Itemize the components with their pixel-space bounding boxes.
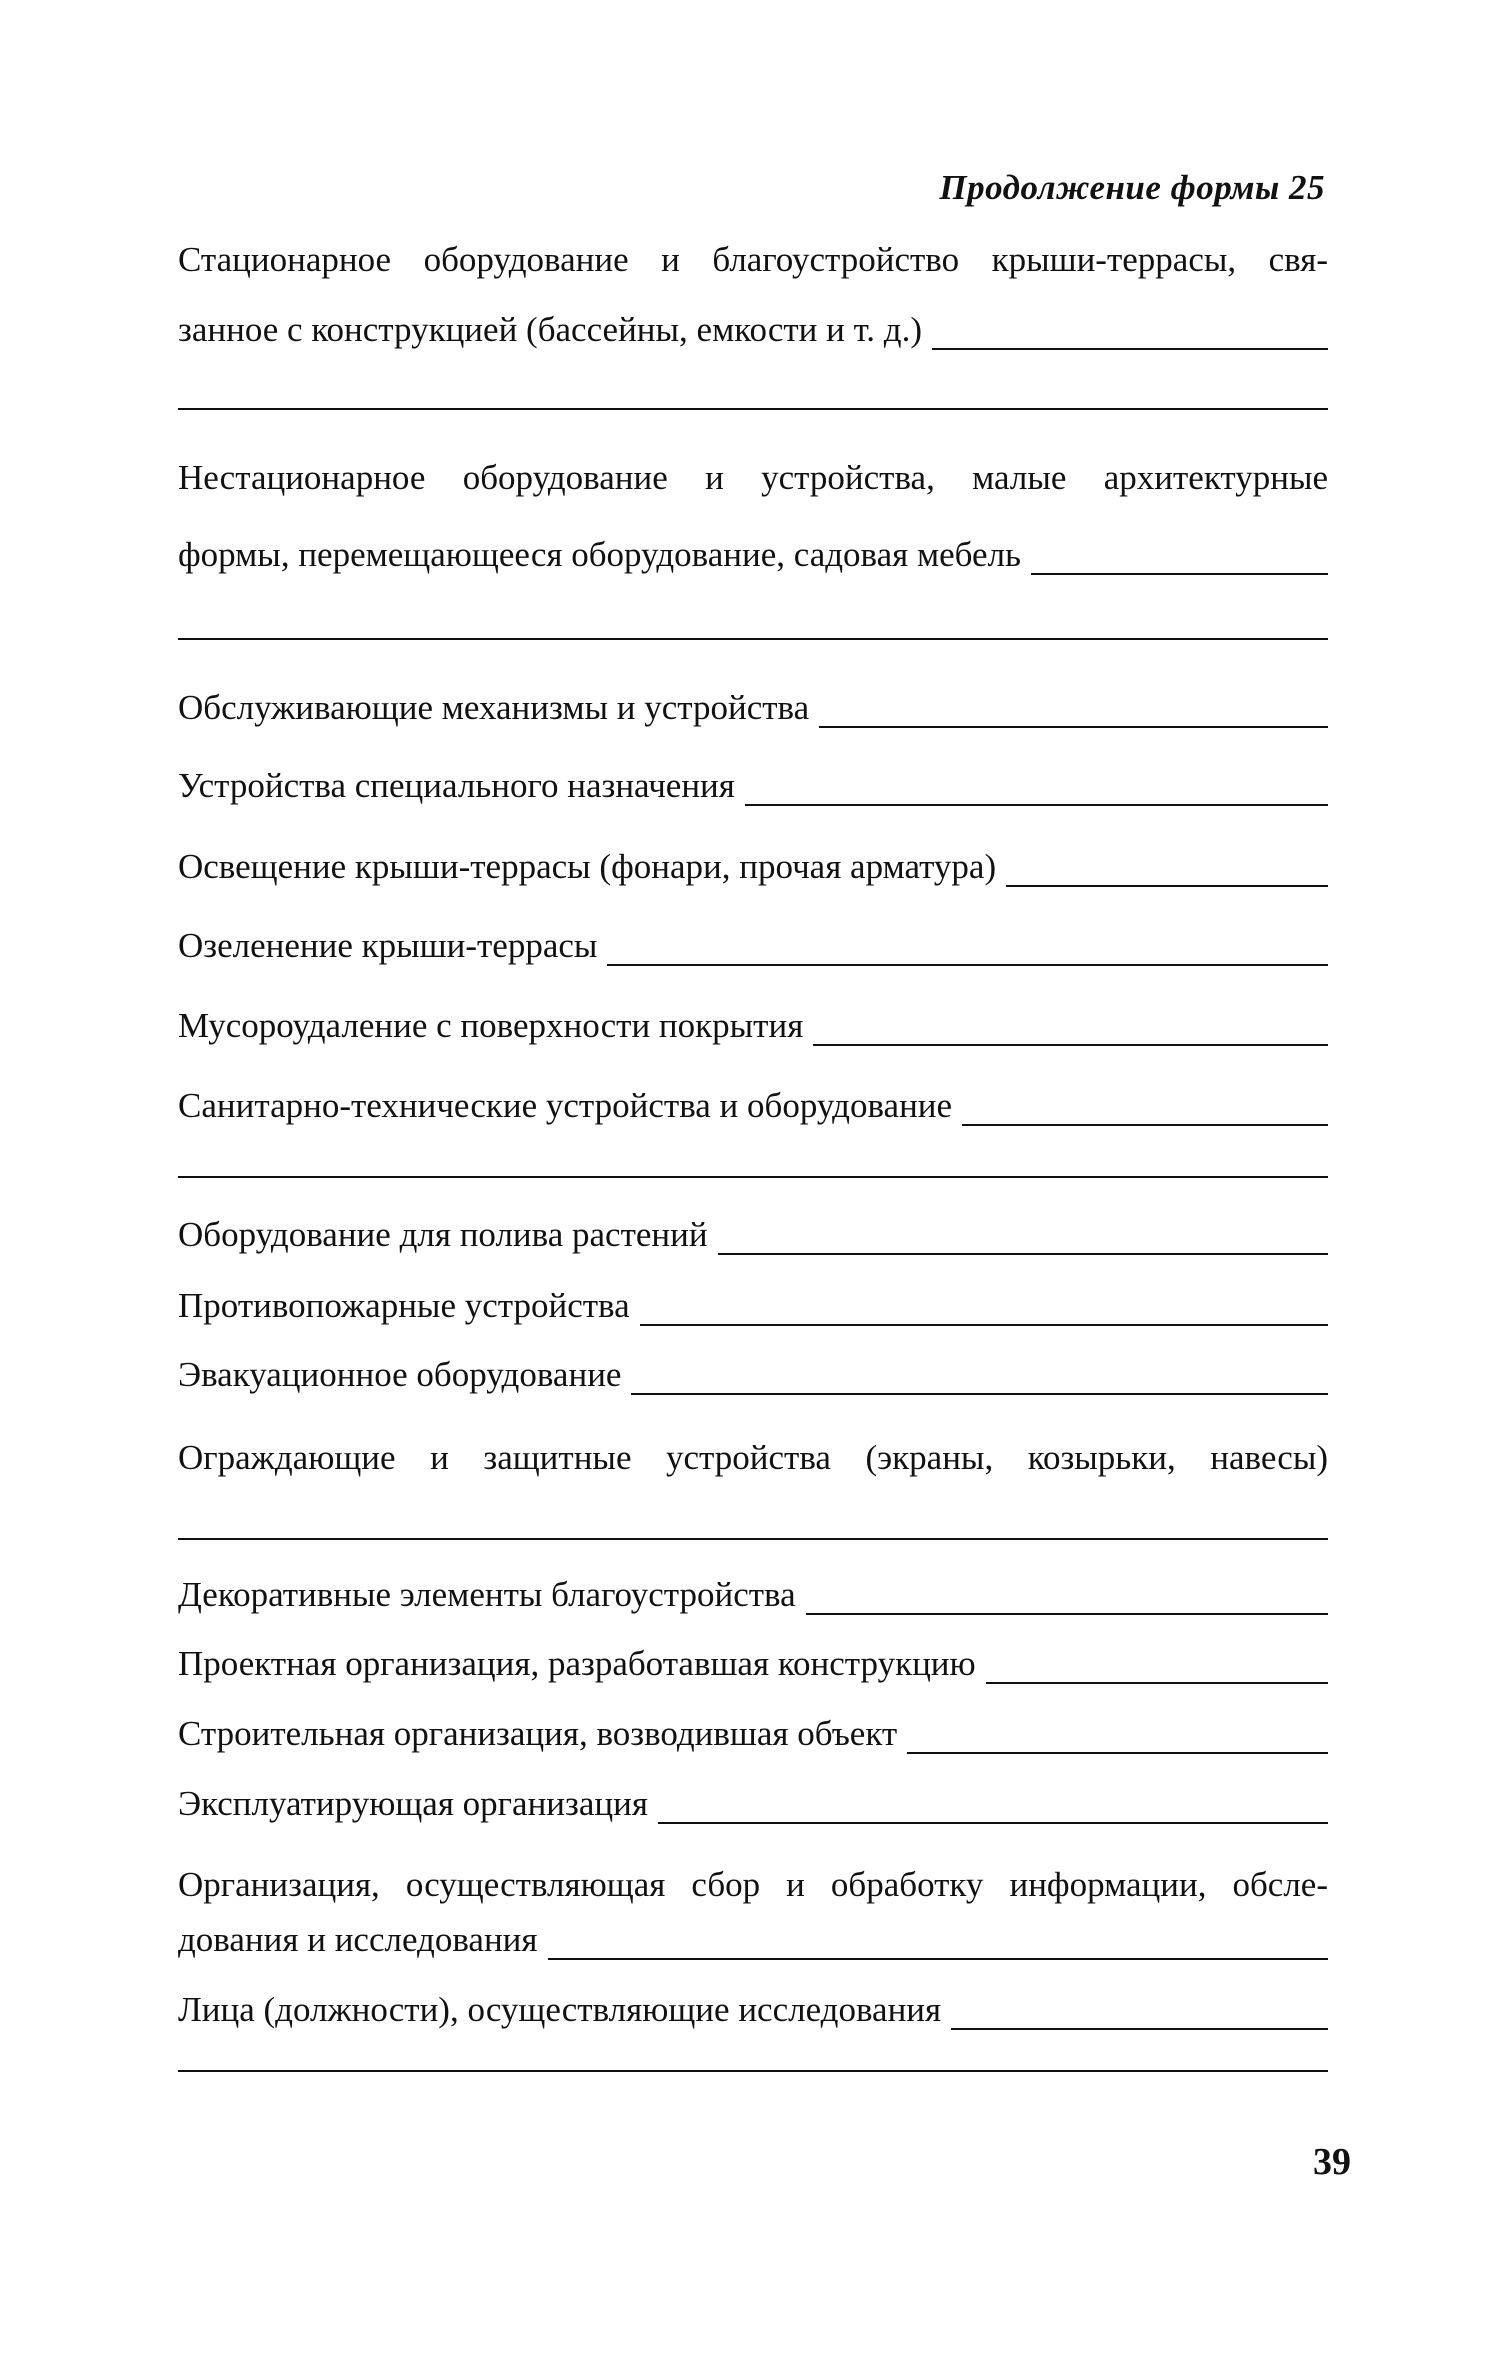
field-13 [178,1644,1328,1684]
field-7-extra-line[interactable] [178,1176,1328,1178]
field-9 [178,1286,1328,1326]
field-8-label: Оборудование для полива растений [178,1215,708,1254]
form-continuation-caption: Продолжение формы 25 [939,168,1325,207]
field-1-label: формы, перемещающееся оборудование, садовая мебель [178,535,1021,574]
field-9-blank[interactable] [640,1296,1328,1326]
field-5 [178,926,1328,966]
field-10-label: Эвакуационное оборудование [178,1355,622,1394]
field-4 [178,847,1328,887]
field-13-blank[interactable] [986,1654,1328,1684]
field-0-line1: Стационарное оборудование и благоустройство крыши-террасы, свя- [178,240,1328,279]
field-0-extra-line[interactable] [178,408,1328,410]
field-2-label: Обслуживающие механизмы и устройства [178,688,810,727]
field-4-blank[interactable] [1006,857,1328,887]
field-8-blank[interactable] [718,1225,1328,1255]
field-11-label: Ограждающие и защитные устройства (экраны, козырьки, навесы) [178,1438,1328,1477]
field-16-blank[interactable] [548,1930,1328,1960]
field-10 [178,1355,1328,1395]
field-3 [178,766,1328,806]
field-3-blank[interactable] [745,776,1328,806]
field-0-label: занное с конструкцией (бассейны, емкости и т. д.) [178,310,923,349]
field-1-line1: Нестационарное оборудование и устройства, малые архитектурные [178,458,1328,497]
field-17-blank[interactable] [951,2000,1328,2030]
field-5-label: Озеленение крыши-террасы [178,926,598,965]
field-3-label: Устройства специального назначения [178,766,735,805]
field-7-label: Санитарно-технические устройства и оборудование [178,1086,953,1125]
field-14-blank[interactable] [907,1724,1328,1754]
field-2 [178,688,1328,728]
field-17-label: Лица (должности), осуществляющие исследования [178,1990,942,2029]
page-number: 39 [1313,2141,1351,2183]
field-6-blank[interactable] [813,1016,1328,1046]
field-14-label: Строительная организация, возводившая объект [178,1714,898,1753]
field-13-label: Проектная организация, разработавшая конструкцию [178,1644,976,1683]
field-0-blank[interactable] [932,320,1328,350]
field-12 [178,1575,1328,1615]
field-4-label: Освещение крыши-террасы (фонари, прочая арматура) [178,847,997,886]
field-1-blank[interactable] [1031,545,1328,575]
field-8 [178,1215,1328,1255]
field-9-label: Противопожарные устройства [178,1286,630,1325]
field-15-label: Эксплуатирующая организация [178,1784,648,1823]
field-1-line2 [178,535,1328,575]
field-17-extra-line[interactable] [178,2070,1328,2072]
field-10-blank[interactable] [631,1365,1328,1395]
field-0-line2 [178,310,1328,350]
field-12-label: Декоративные элементы благоустройства [178,1575,796,1614]
field-17 [178,1990,1328,2030]
field-15 [178,1784,1328,1824]
field-12-blank[interactable] [806,1585,1328,1615]
field-6-label: Мусороудаление с поверхности покрытия [178,1006,804,1045]
field-7-blank[interactable] [962,1096,1328,1126]
field-15-blank[interactable] [658,1794,1328,1824]
field-16-line1: Организация, осуществляющая сбор и обработку информации, обсле- [178,1865,1328,1904]
field-14 [178,1714,1328,1754]
field-6 [178,1006,1328,1046]
field-16-line2 [178,1920,1328,1960]
field-5-blank[interactable] [607,936,1328,966]
field-2-blank[interactable] [819,698,1328,728]
field-7 [178,1086,1328,1126]
field-16-label: дования и исследования [178,1920,538,1959]
field-11-blank[interactable] [178,1538,1328,1540]
field-1-extra-line[interactable] [178,638,1328,640]
